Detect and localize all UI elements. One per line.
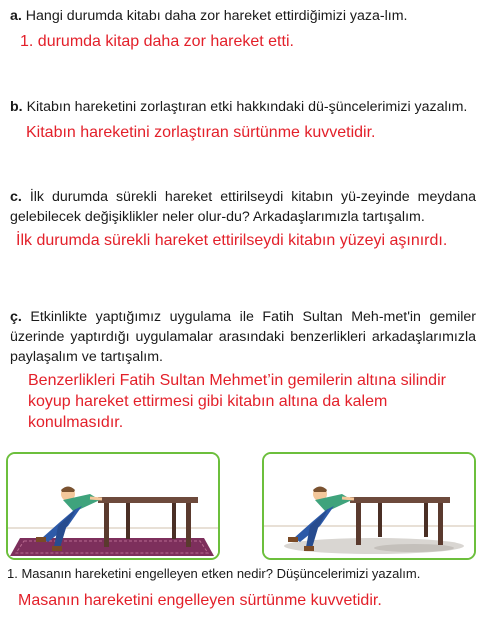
task-answer: Masanın hareketini engelleyen sürtünme kuvvetidir. xyxy=(18,592,382,609)
letter-a: a. xyxy=(10,8,22,24)
illustration-table-on-rug xyxy=(6,452,220,560)
question-b xyxy=(10,97,476,117)
letter-b: b. xyxy=(10,99,23,115)
letter-c: c. xyxy=(10,189,22,205)
question-b-text: Kitabın hareketini zorlaştıran etki hakkındaki dü-şüncelerimizi yazalım. xyxy=(26,99,468,115)
section-a xyxy=(10,6,476,53)
answer-c: İlk durumda sürekli hareket ettirilseydi kitabın yüzeyi aşınırdı. xyxy=(16,232,448,249)
question-c-text: İlk durumda sürekli hareket ettirilseydi kitabın yü-zeyinde meydana gelebilecek değişiklikler neler olur-du? Arkadaşlarımızla tartışalım. xyxy=(10,189,476,225)
table-top xyxy=(98,497,198,503)
task-section xyxy=(7,566,476,612)
table-rug-drawing xyxy=(8,454,218,558)
table-top-2 xyxy=(350,497,450,503)
answer-cc: Benzerlikleri Fatih Sultan Mehmet’in gemilerin altına silindir koyup hareket ettirmesi gibi kitabın altına da kalem konulmasıdır. xyxy=(28,372,446,431)
answer-a: 1. durumda kitap daha zor hareket etti. xyxy=(20,33,294,50)
question-a-text: Hangi durumda kitabı daha zor hareket ettirdiğimizi yaza-lım. xyxy=(25,8,408,24)
illustration-table-on-floor xyxy=(262,452,476,560)
question-c xyxy=(10,187,476,227)
question-cc xyxy=(10,307,476,367)
question-a xyxy=(10,6,476,26)
section-c xyxy=(10,187,476,253)
question-cc-text: Etkinlikte yaptığımız uygulama ile Fatih Sultan Meh-met'in gemiler üzerinde yaptırdığı uygulamalar arasındaki benzerlikleri arkadaşlarımızla paylaşalım ve tartışalım. xyxy=(10,309,476,365)
task-question: 1. Masanın hareketini engelleyen etken nedir? Düşüncelerimizi yazalım. xyxy=(7,566,421,581)
answer-b: Kitabın hareketini zorlaştıran sürtünme kuvvetidir. xyxy=(26,124,376,141)
table-floor-drawing xyxy=(264,454,474,558)
letter-cc: ç. xyxy=(10,309,22,325)
section-cc xyxy=(10,307,476,433)
section-b xyxy=(10,97,476,144)
